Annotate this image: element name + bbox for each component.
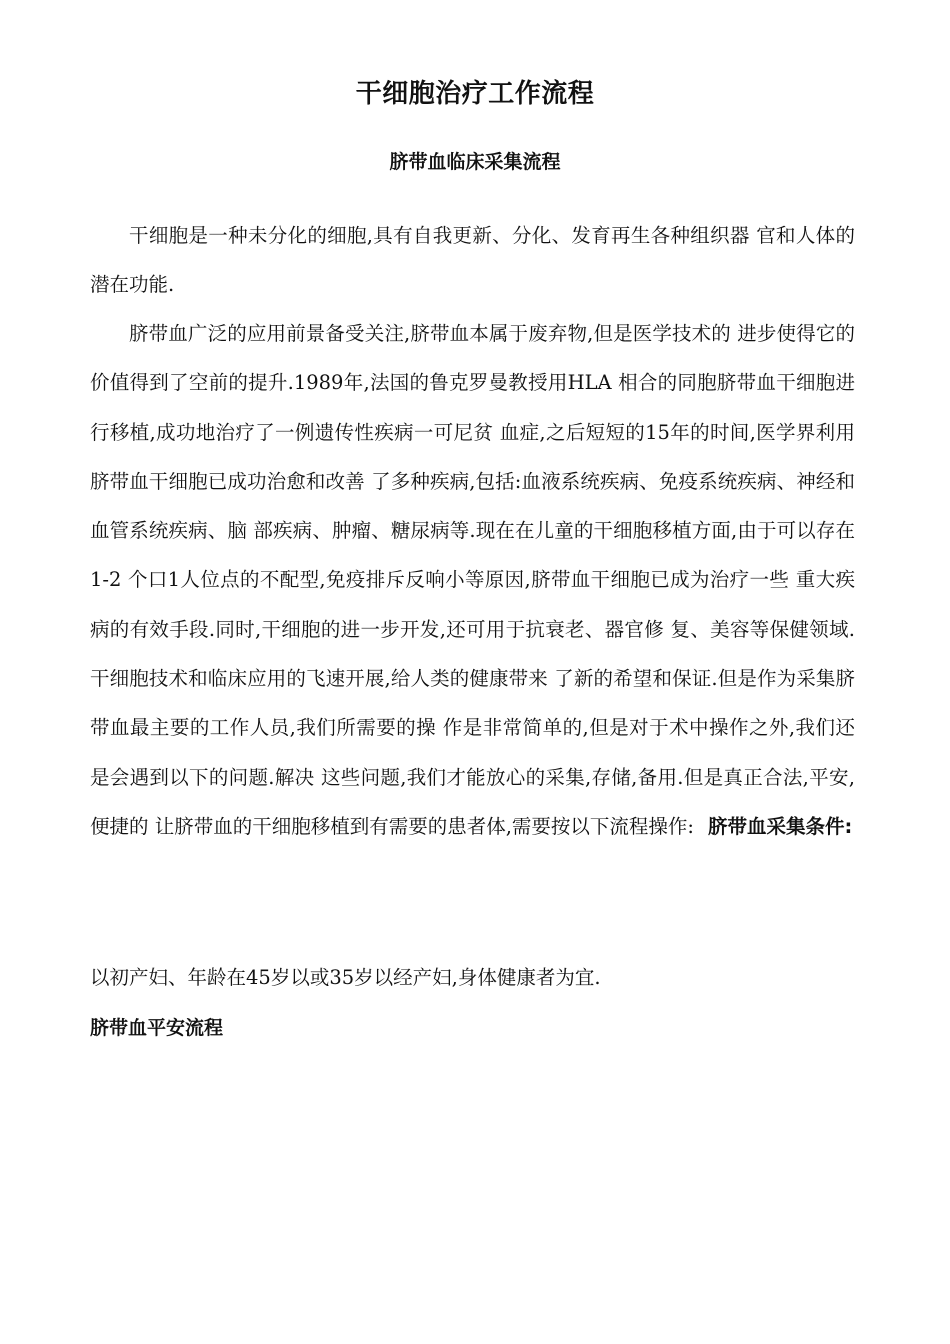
page-subtitle: 脐带血临床采集流程 [389, 151, 561, 173]
collection-conditions-heading: 脐带血采集条件: [707, 814, 853, 838]
intro-paragraph [90, 211, 855, 310]
cord-blood-paragraph [90, 309, 855, 851]
cord-blood-paragraph-text: 脐带血广泛的应用前景备受关注,脐带血本属于废弃物,但是医学技术的 进步使得它的价值得到了空前的提升.1989年,法国的鲁克罗曼教授用HLA 相合的同胞脐带血干细胞进行移植,成功地治疗了一例遗传性疾病一可尼贫 血症,之后短短的15年的时间,医学界利用脐带血干细胞已成功治愈和改善 了多种疾病,包括:血液系统疾病、免疫系统疾病、神经和血管系统疾病、脑 部疾病、肿瘤、糖尿病等.现在在儿童的干细胞移植方面,由于可以存在1-2 个口1人位点的不配型,免疫排斥反响小等原因,脐带血干细胞已成为治疗一些 重大疾病的有效手段.同时,干细胞的进一步开发,还可用于抗衰老、器官修 复、美容等保健领域.干细胞技术和临床应用的飞速开展,给人类的健康带来 了新的希望和保证.但是作为采集脐带血最主要的工作人员,我们所需要的操 作是非常简单的,但是对于术中操作之外,我们还是会遇到以下的问题.解决 这些问题,我们才能放心的采集,存储,备用.但是真正合法,平安,便捷的 让脐带血的干细胞移植到有需要的患者体,需要按以下流程操作: [90, 322, 855, 838]
safety-process-heading: 脐带血平安流程 [90, 1017, 224, 1039]
collection-conditions-text: 以初产妇、年龄在45岁以或35岁以经产妇,身体健康者为宜. [90, 966, 601, 989]
intro-paragraph-text: 干细胞是一种未分化的细胞,具有自我更新、分化、发育再生各种组织器 官和人体的潜在功能. [90, 224, 855, 297]
page-title: 干细胞治疗工作流程 [355, 79, 595, 109]
